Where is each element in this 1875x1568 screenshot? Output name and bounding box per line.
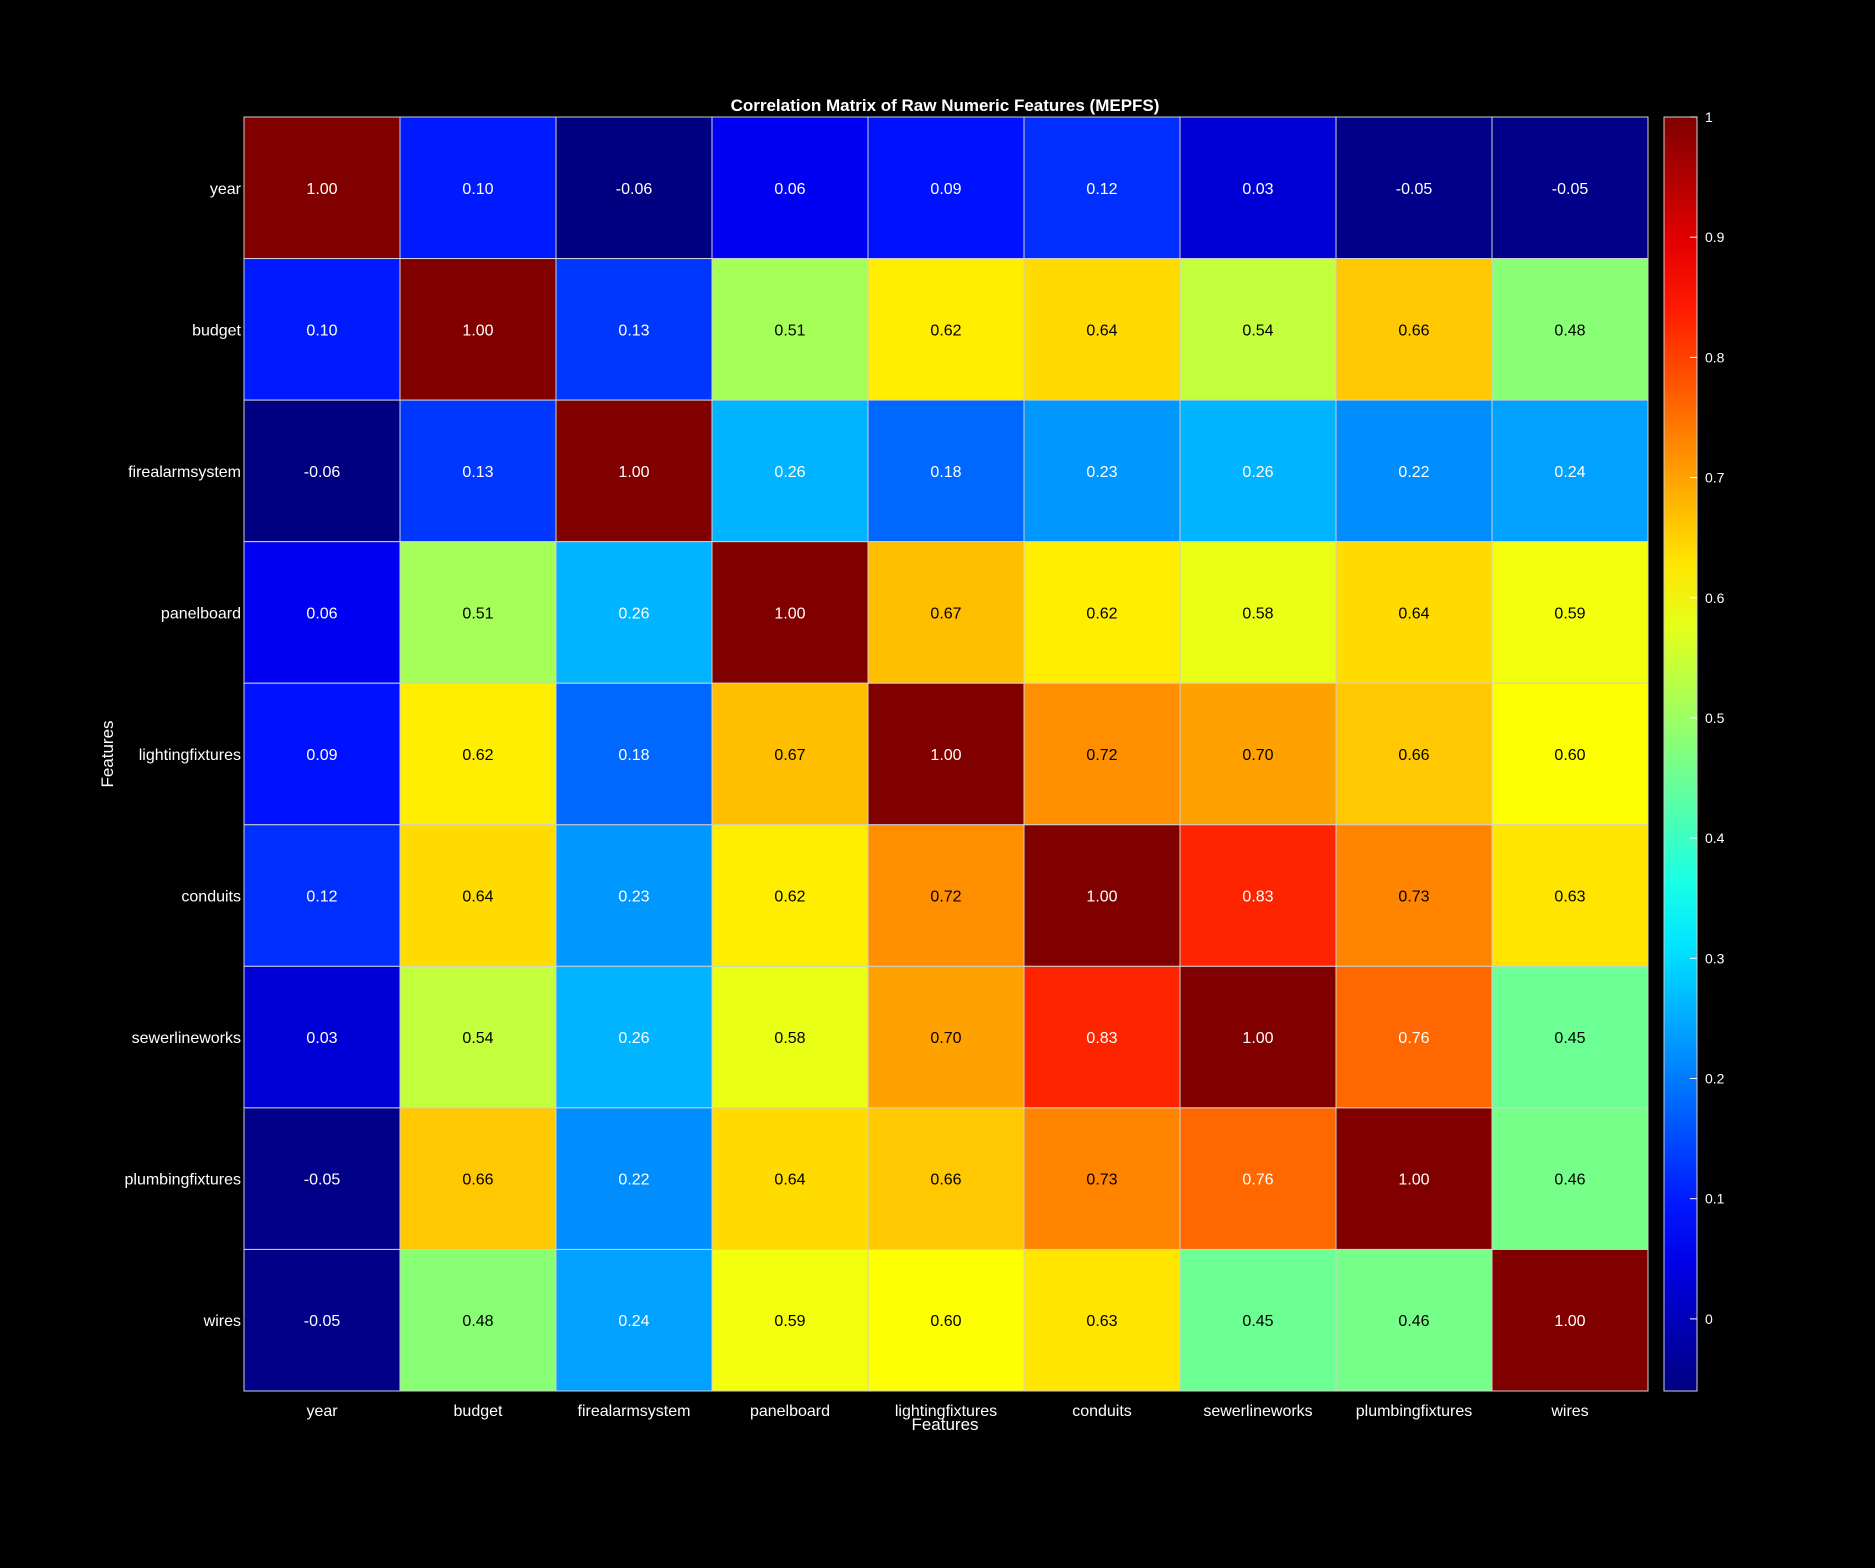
x-tick-label: sewerlineworks <box>1203 1403 1313 1420</box>
colorbar-tick-label: 0.5 <box>1705 709 1725 726</box>
cell-annotation: 0.03 <box>1242 180 1274 198</box>
cell-annotation: 1.00 <box>462 322 494 340</box>
cell-annotation: 0.72 <box>1086 747 1118 764</box>
cell-annotation: -0.05 <box>303 1313 341 1331</box>
x-axis-label: Features <box>911 1415 979 1434</box>
cell-annotation: 1.00 <box>618 463 650 481</box>
cell-annotation: 0.45 <box>1242 1313 1274 1331</box>
cell-annotation: 0.64 <box>1398 605 1430 623</box>
cell-annotation: 0.23 <box>1086 463 1118 481</box>
y-tick-label: year <box>209 180 241 198</box>
cell-annotation: 1.00 <box>1086 888 1118 906</box>
y-tick-label: plumbingfixtures <box>124 1171 241 1189</box>
cell-annotation: 0.51 <box>774 322 806 340</box>
x-tick-label: budget <box>453 1403 503 1420</box>
cell-annotation: -0.05 <box>1551 180 1589 198</box>
cell-annotation: 0.09 <box>306 747 338 764</box>
cell-annotation: 0.22 <box>1398 463 1430 481</box>
chart-title: Correlation Matrix of Raw Numeric Features (MEPFS) <box>730 96 1160 115</box>
colorbar-tick-label: 0.2 <box>1705 1070 1725 1087</box>
colorbar-tick-label: 0.8 <box>1705 349 1725 366</box>
cell-annotation: 0.46 <box>1398 1313 1430 1331</box>
cell-annotation: 0.66 <box>1398 747 1430 764</box>
cell-annotation: 0.70 <box>930 1030 962 1048</box>
cell-annotation: 1.00 <box>774 605 806 623</box>
colorbar-tick-label: 0.7 <box>1705 469 1725 486</box>
cell-annotation: 0.26 <box>618 1030 650 1048</box>
x-tick-label: panelboard <box>749 1403 831 1420</box>
cell-annotation: 0.46 <box>1554 1171 1586 1189</box>
cell-annotation: 0.24 <box>1554 463 1586 481</box>
colorbar-gradient <box>1664 117 1697 1391</box>
y-tick-label: lightingfixtures <box>138 747 241 764</box>
cell-annotation: 0.26 <box>618 605 650 623</box>
cell-annotation: 0.59 <box>1554 605 1586 623</box>
cell-annotation: 0.58 <box>774 1030 806 1048</box>
colorbar-tick-label: 0.4 <box>1705 830 1725 847</box>
y-tick-label: wires <box>203 1313 241 1331</box>
cell-annotation: 0.12 <box>1086 180 1118 198</box>
y-tick-label: budget <box>192 322 241 340</box>
cell-annotation: 0.63 <box>1554 888 1586 906</box>
cell-annotation: 0.76 <box>1398 1030 1430 1048</box>
cell-annotation: 0.66 <box>1398 322 1430 340</box>
cell-annotation: 1.00 <box>1398 1171 1430 1189</box>
colorbar-tick-label: 0.1 <box>1705 1190 1725 1207</box>
cell-annotation: 0.45 <box>1554 1030 1586 1048</box>
x-tick-label: year <box>306 1403 338 1420</box>
cell-annotation: 0.09 <box>930 180 962 198</box>
cell-annotation: 0.58 <box>1242 605 1274 623</box>
cell-annotation: -0.05 <box>303 1171 341 1189</box>
cell-annotation: -0.06 <box>303 463 341 481</box>
cell-annotation: 0.60 <box>1554 747 1586 764</box>
cell-annotation: 0.24 <box>618 1313 650 1331</box>
cell-annotation: 0.54 <box>462 1030 494 1048</box>
cell-annotation: 0.64 <box>774 1171 806 1189</box>
y-tick-label: panelboard <box>160 605 241 623</box>
cell-annotation: 0.67 <box>774 747 806 764</box>
cell-annotation: 0.03 <box>306 1030 338 1048</box>
colorbar-tick-label: 0.3 <box>1705 950 1725 967</box>
cell-annotation: 0.51 <box>462 605 494 623</box>
cell-annotation: 0.23 <box>618 888 650 906</box>
cell-annotation: 0.83 <box>1242 888 1274 906</box>
colorbar-tick-label: 0.6 <box>1705 589 1725 606</box>
cell-annotation: 0.67 <box>930 605 962 623</box>
cell-annotation: 0.12 <box>306 888 338 906</box>
colorbar-tick-label: 1 <box>1705 109 1713 125</box>
cell-annotation: 0.70 <box>1242 747 1274 764</box>
cell-annotation: 0.63 <box>1086 1313 1118 1331</box>
colorbar-tick-label: 0.9 <box>1705 229 1725 246</box>
x-tick-label: conduits <box>1072 1403 1132 1420</box>
cell-annotation: 0.06 <box>774 180 806 198</box>
cell-annotation: 0.48 <box>1554 322 1586 340</box>
cell-annotation: 0.13 <box>462 463 494 481</box>
cell-annotation: -0.06 <box>615 180 653 198</box>
x-tick-label: firealarmsystem <box>577 1403 691 1420</box>
cell-annotation: -0.05 <box>1395 180 1433 198</box>
cell-annotation: 0.62 <box>774 888 806 906</box>
colorbar-tick-label: 0 <box>1705 1310 1713 1327</box>
y-axis-label: Features <box>98 720 117 788</box>
cell-annotation: 0.83 <box>1086 1030 1118 1048</box>
cell-annotation: 0.66 <box>462 1171 494 1189</box>
cell-annotation: 1.00 <box>1242 1030 1274 1048</box>
cell-annotation: 0.64 <box>462 888 494 906</box>
cell-annotation: 0.73 <box>1398 888 1430 906</box>
cell-annotation: 0.59 <box>774 1313 806 1331</box>
x-tick-label: lightingfixtures <box>894 1403 998 1420</box>
cell-annotation: 0.72 <box>930 888 962 906</box>
cell-annotation: 0.18 <box>618 747 650 764</box>
cell-annotation: 0.62 <box>1086 605 1118 623</box>
cell-annotation: 0.10 <box>462 180 494 198</box>
cell-annotation: 0.26 <box>1242 463 1274 481</box>
cell-annotation: 0.10 <box>306 322 338 340</box>
cell-annotation: 0.76 <box>1242 1171 1274 1189</box>
cell-annotation: 0.06 <box>306 605 338 623</box>
cell-annotation: 0.62 <box>462 747 494 764</box>
cell-annotation: 1.00 <box>306 180 338 198</box>
cell-annotation: 0.66 <box>930 1171 962 1189</box>
cell-annotation: 0.54 <box>1242 322 1274 340</box>
cell-annotation: 0.26 <box>774 463 806 481</box>
cell-annotation: 1.00 <box>930 747 962 764</box>
cell-annotation: 1.00 <box>1554 1313 1586 1331</box>
y-tick-label: sewerlineworks <box>131 1030 241 1048</box>
y-tick-label: firealarmsystem <box>128 463 241 481</box>
x-tick-label: plumbingfixtures <box>1355 1403 1473 1420</box>
cell-annotation: 0.73 <box>1086 1171 1118 1189</box>
x-tick-label: wires <box>1551 1403 1589 1420</box>
cell-annotation: 0.62 <box>930 322 962 340</box>
cell-annotation: 0.48 <box>462 1313 494 1331</box>
cell-annotation: 0.60 <box>930 1313 962 1331</box>
cell-annotation: 0.64 <box>1086 322 1118 340</box>
cell-annotation: 0.13 <box>618 322 650 340</box>
cell-annotation: 0.18 <box>930 463 962 481</box>
y-tick-label: conduits <box>181 888 241 906</box>
cell-annotation: 0.22 <box>618 1171 650 1189</box>
